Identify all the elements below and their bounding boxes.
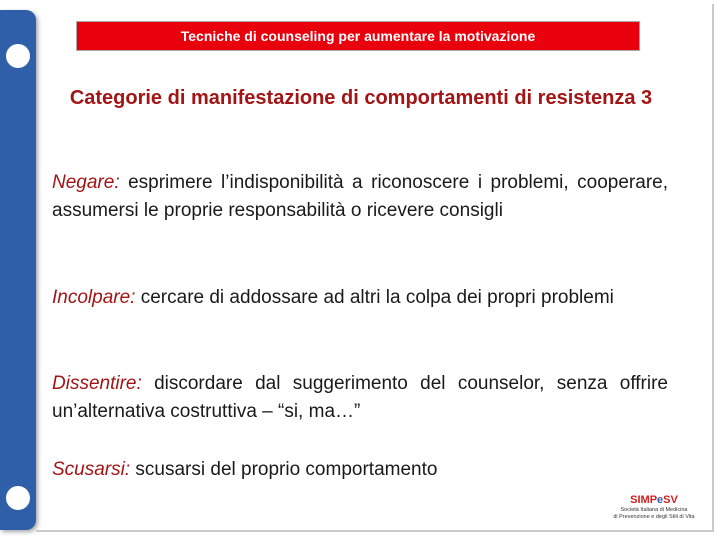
logo-line2: di Prevenzione e degli Stili di Vita xyxy=(613,514,695,520)
logo-line1: Società Italiana di Medicina xyxy=(620,507,688,513)
item-term-separator: : xyxy=(130,287,136,308)
side-bar xyxy=(0,10,36,530)
logo-mark xyxy=(594,494,714,507)
list-item xyxy=(52,370,668,426)
list-item xyxy=(52,284,668,312)
logo-mark-part3: SV xyxy=(663,494,678,506)
item-term: Incolpare xyxy=(52,287,131,308)
item-term: Negare xyxy=(52,172,115,193)
logo-mark-part2: e xyxy=(657,494,664,506)
item-text: cercare di addossare ad altri la colpa dei propri problemi xyxy=(135,287,614,308)
item-term-separator: : xyxy=(136,373,142,394)
bullet-dot-bottom xyxy=(6,486,30,510)
slide-title: Categorie di manifestazione di comportamenti di resistenza 3 xyxy=(69,87,653,109)
logo-mark-part1: SIMP xyxy=(630,494,658,506)
item-term: Scusarsi xyxy=(52,459,125,480)
item-term-separator: : xyxy=(124,459,131,480)
header-banner-text: Tecniche di counseling per aumentare la motivazione xyxy=(180,28,536,44)
bullet-dot-top xyxy=(6,44,30,68)
header-banner xyxy=(76,21,640,51)
item-term: Dissentire xyxy=(52,373,137,394)
list-item xyxy=(52,169,668,225)
item-text: esprimere l’indisponibilità a riconoscere i problemi, cooperare, assumersi le proprie responsabilità o ricevere consigli xyxy=(52,172,668,221)
simpesv-logo xyxy=(594,494,714,526)
item-term-separator: : xyxy=(114,172,120,193)
item-text: discordare dal suggerimento del counselor, senza offrire un’alternativa costruttiva – “si, ma…” xyxy=(52,373,668,422)
item-text: scusarsi del proprio comportamento xyxy=(130,459,438,480)
list-item xyxy=(52,456,668,484)
